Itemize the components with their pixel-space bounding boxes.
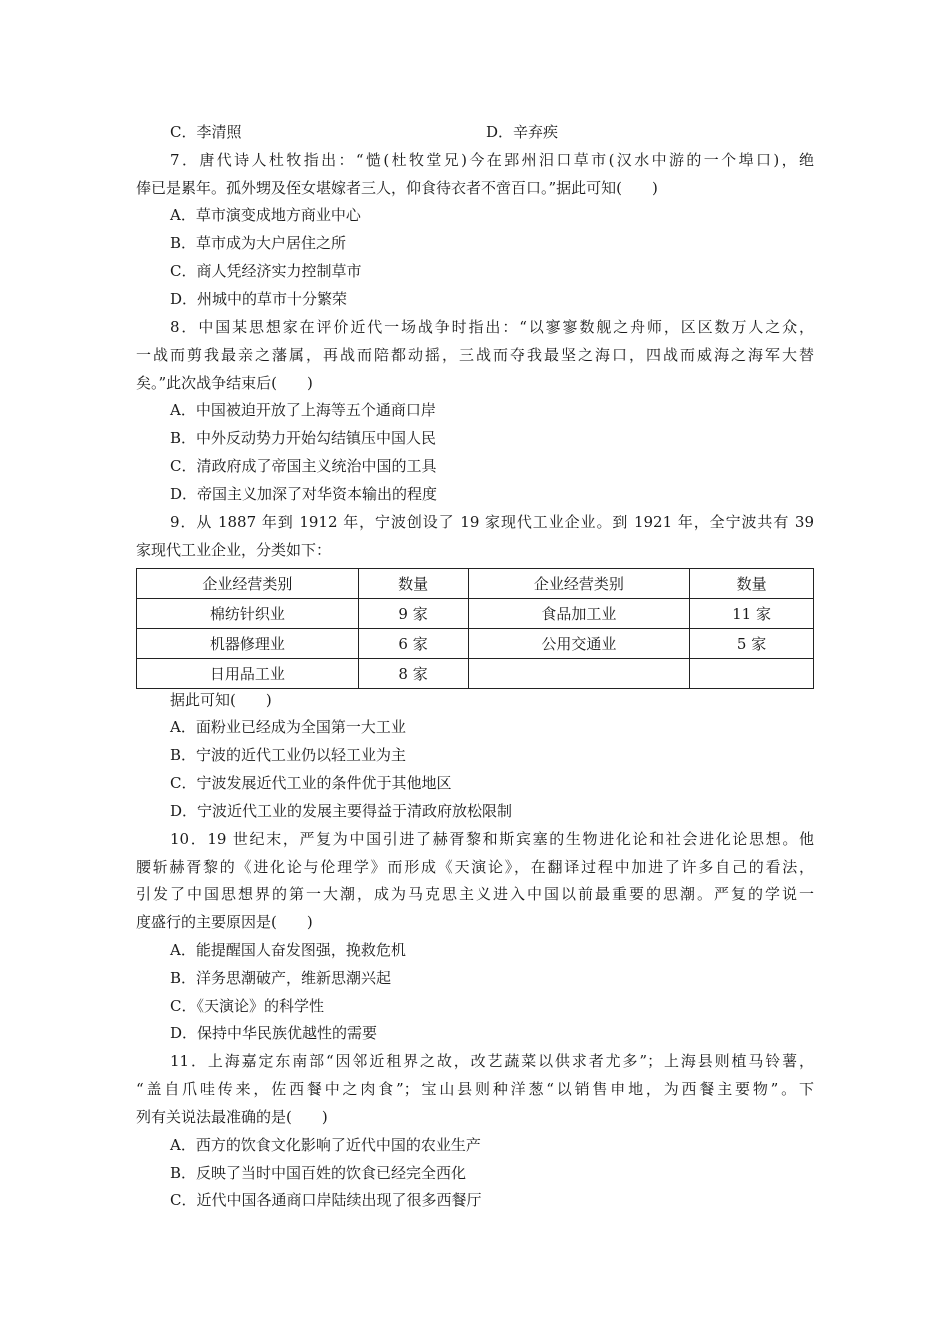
q9-prompt: 据此可知( ) [170, 691, 272, 709]
table-cell [468, 659, 690, 689]
q8-option-c: C．清政府成了帝国主义统治中国的工具 [170, 457, 437, 475]
q10-option-b: B．洋务思潮破产，维新思潮兴起 [170, 969, 392, 987]
q8-stem-line-2: 一战而剪我最亲之藩属，再战而陪都动摇，三战而夺我最坚之海口，四战而威海之海军大替 [136, 346, 814, 364]
q10-option-a: A．能提醒国人奋发图强，挽救危机 [170, 941, 406, 959]
q7-option-b: B．草市成为大户居住之所 [170, 234, 347, 252]
q7-option-c: C．商人凭经济实力控制草市 [170, 262, 362, 280]
table-cell: 6 家 [358, 629, 468, 659]
q7-option-a: A．草市演变成地方商业中心 [170, 206, 361, 224]
q11-option-c: C．近代中国各通商口岸陆续出现了很多西餐厅 [170, 1191, 482, 1209]
table-header-cell: 数量 [690, 569, 814, 599]
q8-option-d: D．帝国主义加深了对华资本输出的程度 [170, 485, 438, 503]
table-cell [690, 659, 814, 689]
table-header-cell: 数量 [358, 569, 468, 599]
q8-option-a: A．中国被迫开放了上海等五个通商口岸 [170, 401, 436, 419]
q7-stem-line-1: 7．唐代诗人杜牧指出：“慥(杜牧堂兄)今在郢州汨口草市(汉水中游的一个埠口)，绝 [170, 151, 814, 169]
q10-stem-line-3: 引发了中国思想界的第一大潮，成为马克思主义进入中国以前最重要的思潮。严复的学说一 [136, 885, 814, 903]
q8-option-b: B．中外反动势力开始勾结镇压中国人民 [170, 429, 437, 447]
q10-stem-line-2: 腰斩赫胥黎的《进化论与伦理学》而形成《天演论》，在翻译过程中加进了许多自己的看法， [136, 858, 814, 876]
q10-stem-line-4: 度盛行的主要原因是( ) [136, 913, 313, 931]
table-header-cell: 企业经营类别 [137, 569, 359, 599]
table-cell: 棉纺针织业 [137, 599, 359, 629]
table-cell: 5 家 [690, 629, 814, 659]
q11-stem-line-3: 列有关说法最准确的是( ) [136, 1108, 328, 1126]
q7-stem-line-2: 俸已是累年。孤外甥及侄女堪嫁者三人，仰食待衣者不啻百口。”据此可知( ) [136, 179, 658, 197]
table-cell: 8 家 [358, 659, 468, 689]
q9-stem-line-1: 9．从 1887 年到 1912 年，宁波创设了 19 家现代工业企业。到 1921 年，全宁波共有 39 [170, 513, 814, 531]
q8-stem-line-1: 8．中国某思想家在评价近代一场战争时指出：“以寥寥数舰之舟师，区区数万人之众， [170, 318, 814, 336]
table-cell: 机器修理业 [137, 629, 359, 659]
q10-option-d: D．保持中华民族优越性的需要 [170, 1024, 378, 1042]
table-header-row [137, 569, 814, 599]
table-header-cell: 企业经营类别 [468, 569, 690, 599]
q8-stem-line-3: 矣。”此次战争结束后( ) [136, 374, 313, 392]
table-row [137, 629, 814, 659]
q11-stem-line-1: 11．上海嘉定东南部“因邻近租界之故，改艺蔬菜以供求者尤多”；上海县则植马铃薯， [170, 1052, 814, 1070]
table-cell: 食品加工业 [468, 599, 690, 629]
q9-enterprise-table [136, 568, 814, 689]
table-cell: 公用交通业 [468, 629, 690, 659]
q6-option-d: D．辛弃疾 [486, 123, 559, 141]
q9-option-c: C．宁波发展近代工业的条件优于其他地区 [170, 774, 452, 792]
table-row [137, 659, 814, 689]
table-row [137, 599, 814, 629]
q9-option-a: A．面粉业已经成为全国第一大工业 [170, 718, 406, 736]
q11-stem-line-2: “盖自爪哇传来，佐西餐中之肉食”；宝山县则种洋葱“以销售申地，为西餐主要物”。下 [136, 1080, 814, 1098]
q9-stem-line-2: 家现代工业企业，分类如下： [136, 541, 332, 559]
table-cell: 11 家 [690, 599, 814, 629]
table-cell: 日用品工业 [137, 659, 359, 689]
q7-option-d: D．州城中的草市十分繁荣 [170, 290, 348, 308]
q9-option-d: D．宁波近代工业的发展主要得益于清政府放松限制 [170, 802, 513, 820]
q10-stem-line-1: 10．19 世纪末，严复为中国引进了赫胥黎和斯宾塞的生物进化论和社会进化论思想。他 [170, 830, 814, 848]
q11-option-a: A．西方的饮食文化影响了近代中国的农业生产 [170, 1136, 481, 1154]
q11-option-b: B．反映了当时中国百姓的饮食已经完全西化 [170, 1164, 467, 1182]
q6-option-c: C．李清照 [170, 123, 242, 141]
q10-option-c: C．《天演论》的科学性 [170, 997, 324, 1015]
q9-option-b: B．宁波的近代工业仍以轻工业为主 [170, 746, 407, 764]
table-cell: 9 家 [358, 599, 468, 629]
